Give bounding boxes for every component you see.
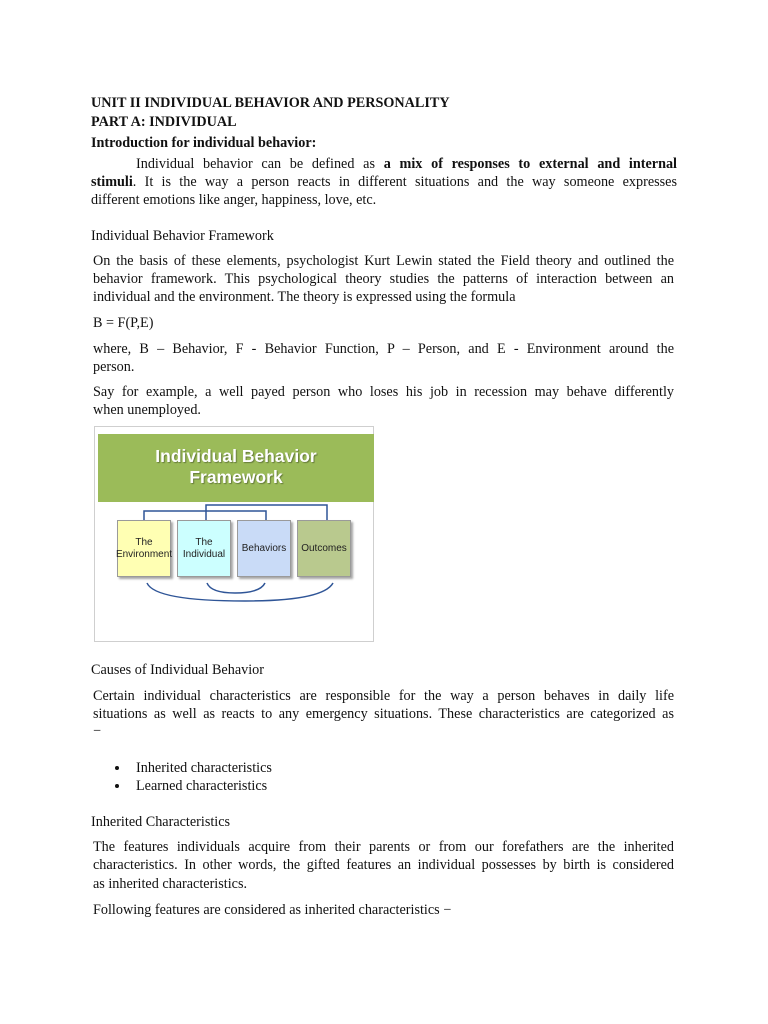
framework-heading: Individual Behavior Framework — [91, 228, 274, 244]
inherited-heading: Inherited Characteristics — [91, 814, 231, 830]
formula: B = F(P,E) — [93, 315, 154, 331]
figure-title-line-1: Individual Behavior — [155, 446, 317, 466]
inherited-line-2: characteristics. In other words, the gifted features an individual possesses by birth is considered — [93, 857, 674, 873]
individual-box-label: The Individual — [182, 536, 226, 560]
intro-line-2-bold: stimuli — [91, 174, 133, 190]
environment-box-label: The Environment — [115, 536, 173, 560]
bullet-item-inherited: Inherited characteristics — [136, 760, 272, 776]
unit-title: UNIT II INDIVIDUAL BEHAVIOR AND PERSONALITY — [91, 95, 450, 111]
bullet-dot — [115, 784, 119, 788]
framework-line-1: On the basis of these elements, psychologist Kurt Lewin stated the Field theory and outlined the — [93, 253, 674, 269]
inherited-following: Following features are considered as inherited characteristics − — [93, 902, 452, 918]
intro-line-3: different emotions like anger, happiness, love, etc. — [91, 192, 377, 208]
causes-line-2: situations as well as reacts to any emergency situations. These characteristics are categorized as — [93, 706, 674, 722]
framework-line-2: behavior framework. This psychological theory studies the patterns of interaction between an — [93, 271, 674, 287]
example-line-2: when unemployed. — [93, 402, 201, 418]
intro-line-2 — [91, 173, 677, 191]
intro-line-1 — [136, 155, 677, 173]
behaviors-box — [237, 520, 291, 577]
behaviors-box-label: Behaviors — [241, 542, 287, 554]
intro-line-1-bold: a mix of responses to external and internal — [383, 156, 678, 172]
where-line-1: where, B – Behavior, F - Behavior Function, P – Person, and E - Environment around the — [93, 341, 674, 357]
connector-bottom-inner — [207, 583, 265, 593]
connector-bottom-outer — [147, 583, 333, 601]
where-line-2: person. — [93, 359, 135, 375]
environment-box — [117, 520, 171, 577]
figure-title-line-2: Framework — [189, 467, 283, 487]
bullet-dot — [115, 766, 119, 770]
intro-line-1-text: Individual behavior can be defined as — [136, 156, 384, 172]
framework-line-3: individual and the environment. The theory is expressed using the formula — [93, 289, 516, 305]
causes-heading: Causes of Individual Behavior — [91, 662, 264, 678]
framework-figure — [94, 426, 374, 642]
individual-box — [177, 520, 231, 577]
inherited-line-1: The features individuals acquire from their parents or from our forefathers are the inherited — [93, 839, 674, 855]
inherited-line-3: as inherited characteristics. — [93, 876, 248, 892]
connector-top-outer — [144, 511, 266, 520]
causes-line-1: Certain individual characteristics are responsible for the way a person behaves in daily life — [93, 688, 674, 704]
intro-title: Introduction for individual behavior: — [91, 135, 317, 151]
example-line-1: Say for example, a well payed person who loses his job in recession may behave differently — [93, 384, 674, 400]
outcomes-box — [297, 520, 351, 577]
part-title: PART A: INDIVIDUAL — [91, 114, 237, 130]
intro-line-2-text: . It is the way a person reacts in different situations and the way someone expresses — [132, 174, 677, 190]
bullet-item-learned: Learned characteristics — [136, 778, 268, 794]
causes-line-3: − — [93, 723, 102, 739]
outcomes-box-label: Outcomes — [301, 542, 347, 554]
